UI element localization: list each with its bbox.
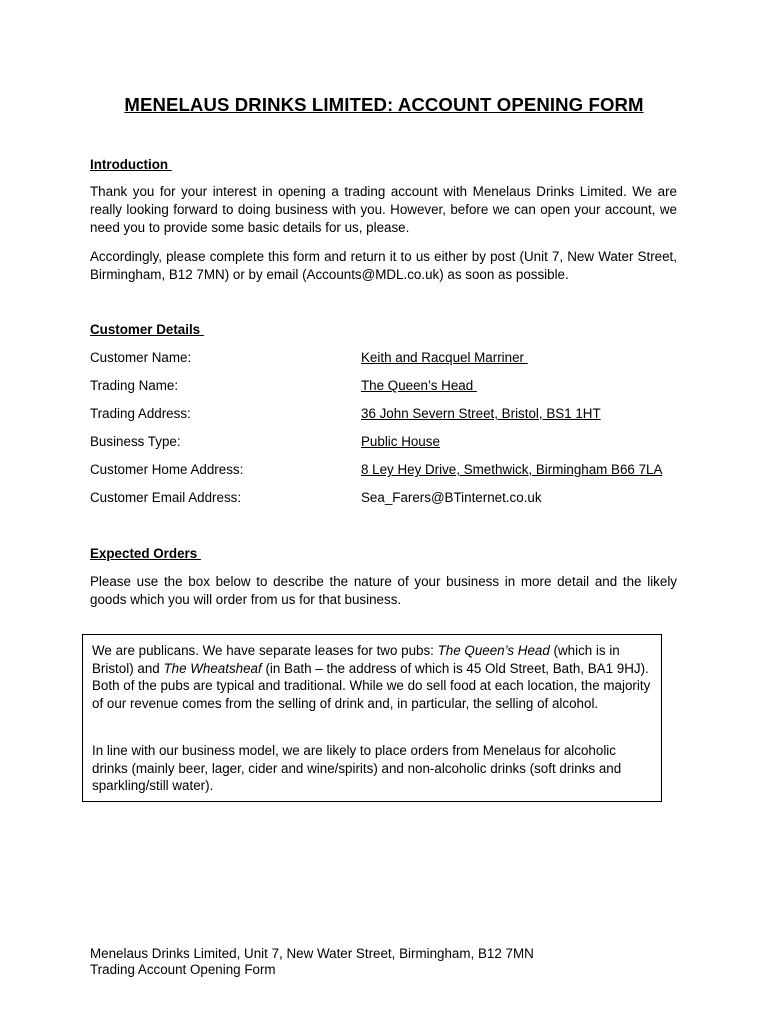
introduction-paragraph-2: Accordingly, please complete this form and return it to us either by post (Unit 7, New Water Street, Birmingham, B12 7MN) or by email (Accounts@MDL.co.uk) as soon as possible. <box>90 249 677 282</box>
customer-details-heading: Customer Details <box>90 322 204 337</box>
business-type-label: Business Type: <box>90 434 181 449</box>
footer-address: Menelaus Drinks Limited, Unit 7, New Water Street, Birmingham, B12 7MN <box>90 946 534 961</box>
introduction-paragraph-1: Thank you for your interest in opening a trading account with Menelaus Drinks Limited. We are really looking forward to doing business with you. However, before we can open your account, we need you to provide some basic details for us, please. <box>90 184 677 235</box>
customer-home-address-value: 8 Ley Hey Drive, Smethwick, Birmingham B66 7LA <box>361 462 663 477</box>
business-type-value: Public House <box>361 434 440 449</box>
expected-orders-heading: Expected Orders <box>90 546 201 561</box>
customer-home-address-label: Customer Home Address: <box>90 462 244 477</box>
trading-name-label: Trading Name: <box>90 378 179 393</box>
customer-name-value: Keith and Racquel Marriner <box>361 350 528 365</box>
customer-email-address-label: Customer Email Address: <box>90 490 242 505</box>
pub-name-wheatsheaf: The Wheatsheaf <box>163 660 262 676</box>
customer-email-address-value: Sea_Farers@BTinternet.co.uk <box>361 490 542 505</box>
box-text-part-2: (which is in Bristol) and <box>92 643 620 676</box>
expected-orders-box-paragraph-1 <box>92 642 654 712</box>
trading-address-value: 36 John Severn Street, Bristol, BS1 1HT <box>361 406 601 421</box>
page-title: MENELAUS DRINKS LIMITED: ACCOUNT OPENING FORM <box>124 94 644 115</box>
trading-address-label: Trading Address: <box>90 406 191 421</box>
pub-name-queens-head: The Queen’s Head <box>437 643 550 658</box>
footer-form-name: Trading Account Opening Form <box>90 962 276 977</box>
trading-name-value: The Queen’s Head <box>361 378 477 393</box>
box-text-part-1: We are publicans. We have separate leases for two pubs: <box>92 643 438 658</box>
expected-orders-instruction: Please use the box below to describe the nature of your business in more detail and the likely goods which you will order from us for that business. <box>90 574 677 607</box>
box-text-part-3: (in Bath – the address of which is 45 Old Street, Bath, BA1 9HJ). Both of the pubs are typical and traditional. While we do sell food at each location, the majority of our revenue comes from the selling of drink and, in particular, the selling of alcohol. <box>92 660 651 711</box>
customer-name-label: Customer Name: <box>90 350 192 365</box>
introduction-heading: Introduction <box>90 157 172 172</box>
expected-orders-box-paragraph-2: In line with our business model, we are likely to place orders from Menelaus for alcoholic drinks (mainly beer, lager, cider and wine/spirits) and non-alcoholic drinks (soft drinks and sparkling/still water). <box>92 743 622 793</box>
